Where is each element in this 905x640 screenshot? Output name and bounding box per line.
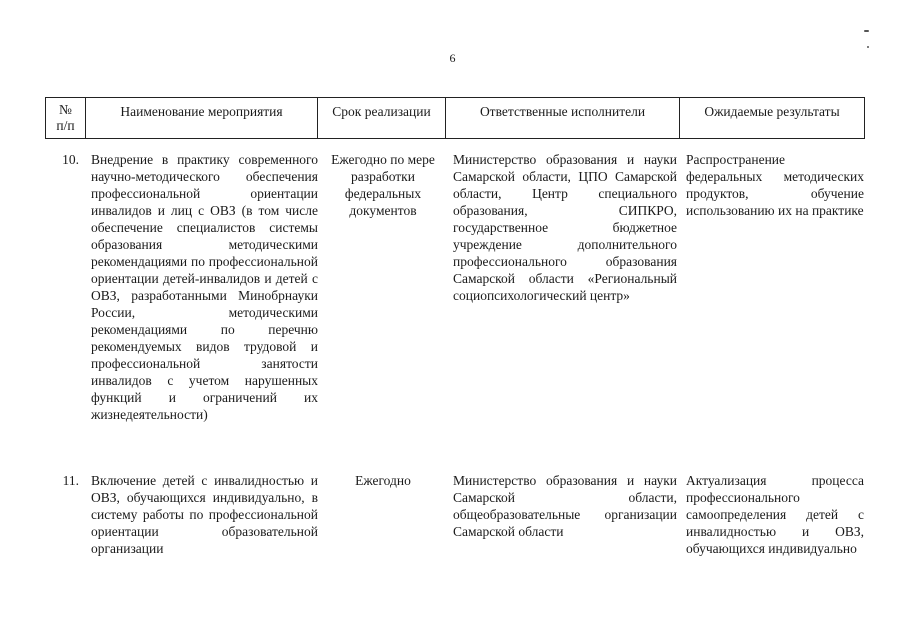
table-header <box>45 97 865 139</box>
column-header-result: Ожидаемые результаты <box>680 98 865 139</box>
row-responsible: Министерство образования и науки Самарской области, общеобразовательные организации Самарской области <box>453 473 677 539</box>
row-name: Включение детей с инвалидностью и ОВЗ, обучающихся индивидуально, в систему работы по профессиональной ориентации образовательной организации <box>91 473 318 556</box>
row-responsible: Министерство образования и науки Самарской области, ЦПО Самарской области, Центр специального образования, СИПКРО, государственное бюджетное учреждение дополнительного профессионального образования Самарской области «Региональный социопсихологический центр» <box>453 152 677 303</box>
column-header-name: Наименование мероприятия <box>86 98 318 139</box>
column-header-term: Срок реализации <box>318 98 446 139</box>
row-term: Ежегодно по мере разработки федеральных документов <box>331 152 435 218</box>
page-number: 6 <box>449 51 456 65</box>
row-result: Актуализация процесса профессионального самоопределения детей с инвалидностью и ОВЗ, обучающихся индивидуально <box>686 473 864 556</box>
row-number: 10. <box>62 152 79 167</box>
header-row <box>46 98 865 139</box>
row-result: Распространение федеральных методических продуктов, обучение использованию их на практике <box>686 152 864 218</box>
scan-speck-mark <box>864 30 869 32</box>
row-name: Внедрение в практику современного научно-методического обеспечения профессиональной ориентации инвалидов и лиц с ОВЗ (в том числе обеспечение специалистов системы образования методическими рекомендациями по профессиональной ориентации детей-инвалидов и детей с ОВЗ, разработанными Минобрнауки России, методическими рекомендациями по перечню рекомендуемых видов трудовой и профессиональной занятости инвалидов с учетом нарушенных функций и ограничений их жизнедеятельности) <box>91 152 318 422</box>
scan-speck-mark <box>867 46 869 48</box>
column-header-responsible: Ответственные исполнители <box>446 98 680 139</box>
row-number: 11. <box>62 473 79 488</box>
column-header-number: № п/п <box>46 98 86 139</box>
row-term: Ежегодно <box>355 473 411 488</box>
